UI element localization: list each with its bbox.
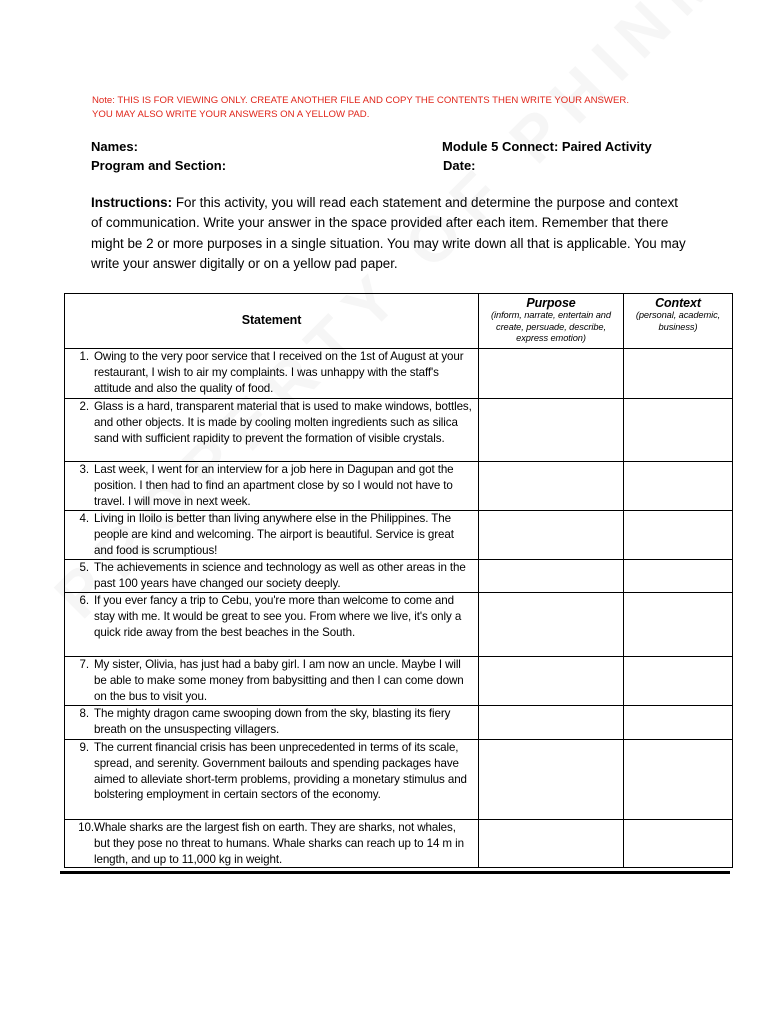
viewing-note — [92, 94, 692, 122]
item-number: 2. — [79, 400, 89, 413]
instructions-text: For this activity, you will read each statement and determine the purpose and context of communication. Write your answer in the space provided after each item. Remember that there might be 2 or more purposes in a single situation. You may write down all that is applicable. You may write your answer digitally or on a yellow pad paper. — [91, 195, 686, 271]
purpose-answer-cell[interactable] — [479, 820, 624, 868]
table-header-row — [65, 294, 733, 349]
statement-cell — [65, 399, 479, 462]
item-number: 5. — [79, 561, 89, 574]
purpose-answer-cell[interactable] — [479, 462, 624, 511]
statement-text: Last week, I went for an interview for a job here in Dagupan and got the position. I then had to find an apartment close by so I would not have to travel. I will move in next week. — [94, 463, 454, 508]
module-title: Module 5 Connect: Paired Activity — [442, 139, 652, 154]
item-number: 4. — [79, 512, 89, 525]
statement-text: My sister, Olivia, has just had a baby girl. I am now an uncle. Maybe I will be able to make some money from babysitting and then I can come down on the bus to visit you. — [94, 658, 464, 703]
context-answer-cell[interactable] — [624, 462, 733, 511]
note-line-2: YOU MAY ALSO WRITE YOUR ANSWERS ON A YELLOW PAD. — [92, 109, 370, 120]
purpose-answer-cell[interactable] — [479, 511, 624, 560]
purpose-options: (inform, narrate, entertain and create, persuade, describe, express emotion) — [491, 310, 611, 343]
statement-cell — [65, 349, 479, 399]
statement-text: Living in Iloilo is better than living anywhere else in the Philippines. The people are kind and welcoming. The airport is beautiful. Service is great and food is scrumptious! — [94, 512, 454, 557]
context-answer-cell[interactable] — [624, 349, 733, 399]
purpose-answer-cell[interactable] — [479, 740, 624, 820]
statement-cell — [65, 740, 479, 820]
purpose-answer-cell[interactable] — [479, 593, 624, 657]
statement-text: The current financial crisis has been unprecedented in terms of its scale, spread, and serenity. Government bailouts and spending packages have aimed to alleviate short-term problems, providing a monetary stimulus and bolstering employment in certain sectors of the economy. — [94, 741, 467, 802]
table-row — [65, 706, 733, 740]
purpose-answer-cell[interactable] — [479, 349, 624, 399]
statement-cell — [65, 820, 479, 868]
table-row — [65, 820, 733, 868]
purpose-answer-cell[interactable] — [479, 657, 624, 706]
statement-cell — [65, 593, 479, 657]
table-row — [65, 399, 733, 462]
item-number: 3. — [79, 463, 89, 476]
instructions — [91, 193, 691, 274]
names-label: Names: — [91, 139, 138, 154]
bottom-rule — [60, 871, 730, 874]
statement-header: Statement — [65, 294, 479, 349]
statement-cell — [65, 511, 479, 560]
date-label: Date: — [443, 158, 476, 173]
program-section-label: Program and Section: — [91, 158, 227, 173]
table-row — [65, 560, 733, 593]
statement-cell — [65, 560, 479, 593]
item-number: 10. — [78, 821, 94, 834]
statement-cell — [65, 657, 479, 706]
context-answer-cell[interactable] — [624, 511, 733, 560]
table-row — [65, 740, 733, 820]
context-answer-cell[interactable] — [624, 657, 733, 706]
note-line-1: Note: THIS IS FOR VIEWING ONLY. CREATE ANOTHER FILE AND COPY THE CONTENTS THEN WRITE YOUR ANSWER. — [92, 95, 629, 106]
statement-text: The mighty dragon came swooping down from the sky, blasting its fiery breath on the unsuspecting villagers. — [94, 707, 451, 736]
statement-text: The achievements in science and technology as well as other areas in the past 100 years have changed our society deeply. — [94, 561, 466, 590]
purpose-title: Purpose — [526, 296, 576, 310]
statement-text: If you ever fancy a trip to Cebu, you're more than welcome to come and stay with me. It would be great to see you. From where we live, it's only a quick ride away from the best beaches in the South. — [94, 594, 462, 639]
context-answer-cell[interactable] — [624, 706, 733, 740]
context-header — [624, 294, 733, 349]
table-row — [65, 657, 733, 706]
item-number: 9. — [79, 741, 89, 754]
item-number: 1. — [79, 350, 89, 363]
context-answer-cell[interactable] — [624, 560, 733, 593]
context-answer-cell[interactable] — [624, 740, 733, 820]
table-row — [65, 593, 733, 657]
purpose-answer-cell[interactable] — [479, 399, 624, 462]
item-number: 6. — [79, 594, 89, 607]
instructions-label: Instructions: — [91, 195, 173, 210]
activity-table — [64, 293, 733, 868]
context-answer-cell[interactable] — [624, 399, 733, 462]
item-number: 7. — [79, 658, 89, 671]
context-options: (personal, academic, business) — [635, 310, 721, 332]
item-number: 8. — [79, 707, 89, 720]
statement-text: Whale sharks are the largest fish on earth. They are sharks, not whales, but they pose no threat to humans. Whale sharks can reach up to 14 m in length, and up to 11,000 kg in weight. — [94, 821, 464, 866]
context-answer-cell[interactable] — [624, 820, 733, 868]
table-row — [65, 462, 733, 511]
table-row — [65, 511, 733, 560]
statement-cell — [65, 706, 479, 740]
context-answer-cell[interactable] — [624, 593, 733, 657]
table-row — [65, 349, 733, 399]
purpose-header — [479, 294, 624, 349]
statement-text: Owing to the very poor service that I received on the 1st of August at your restaurant, I wish to air my complaints. I was unhappy with the staff's attitude and also the quality of food. — [94, 350, 464, 395]
statement-text: Glass is a hard, transparent material that is used to make windows, bottles, and other objects. It is made by cooling molten ingredients such as silica sand with sufficient rapidity to prevent the formation of visible crystals. — [94, 400, 472, 445]
statement-cell — [65, 462, 479, 511]
context-title: Context — [655, 296, 701, 310]
purpose-answer-cell[interactable] — [479, 706, 624, 740]
purpose-answer-cell[interactable] — [479, 560, 624, 593]
